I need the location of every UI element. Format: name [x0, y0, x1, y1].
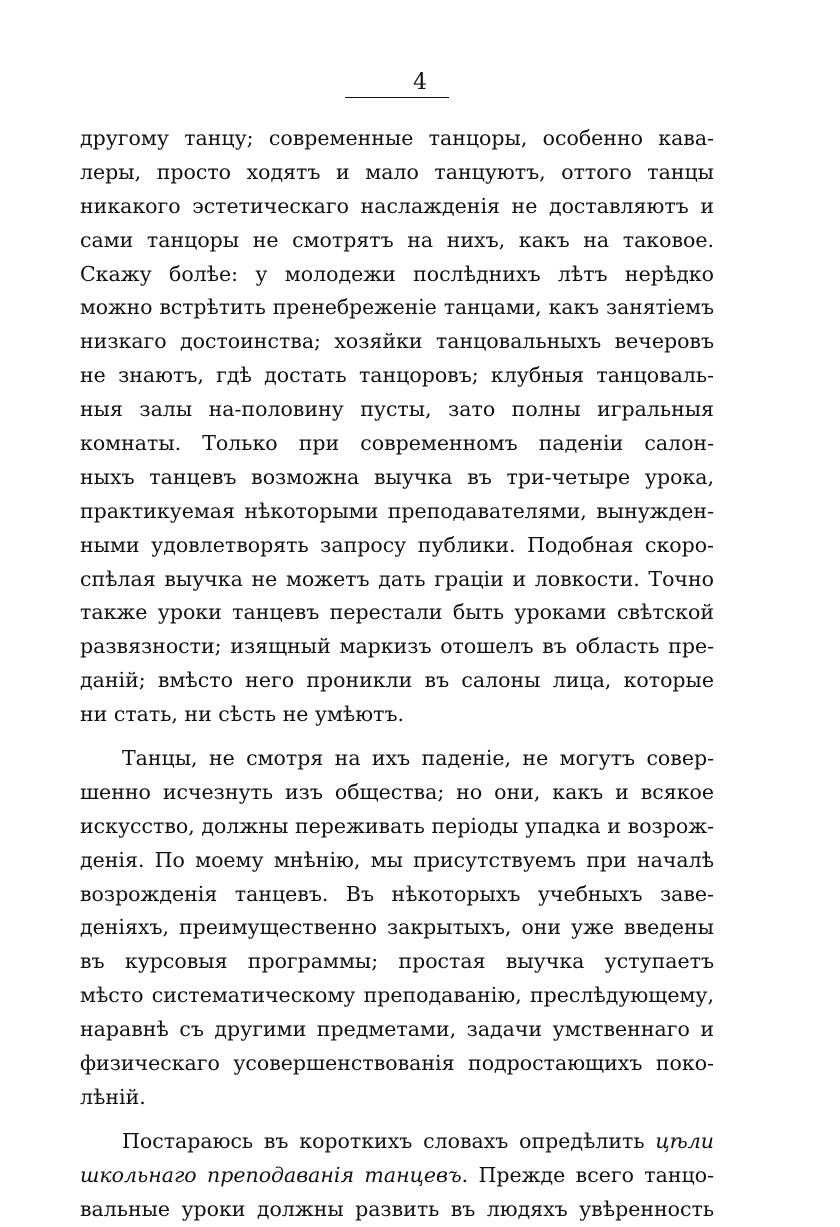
text-line: можно встрѣтить пренебреженіе танцами, какъ занятіемъ: [80, 295, 714, 320]
text-line: деніяхъ, преимущественно закрытыхъ, они уже введены: [80, 915, 714, 940]
text-line: Скажу болѣе: у молодежи послѣднихъ лѣтъ нерѣдко: [80, 261, 714, 286]
text-line: искусство, должны переживать періоды упадка и возрож-: [80, 813, 714, 838]
text-line: мѣсто систематическому преподаванію, преслѣдующему,: [80, 983, 714, 1008]
paragraph-3: [80, 1125, 714, 1227]
text-line: физическаго усовершенствованія подростающихъ поко-: [80, 1051, 714, 1076]
text-line: даній; вмѣсто него проникли въ салоны лица, которые: [80, 668, 714, 693]
text-line: шенно исчезнуть изъ общества; но они, какъ и всякое: [80, 779, 714, 804]
text-line: практикуемая нѣкоторыми преподавателями, вынужден-: [80, 498, 714, 523]
body-text: [80, 122, 714, 1227]
page-number: 4: [413, 70, 427, 95]
text-line: низкаго достоинства; хозяйки танцовальныхъ вечеровъ: [80, 329, 714, 354]
paragraph-2: [80, 742, 714, 1115]
text-line: комнаты. Только при современномъ паденіи салон-: [80, 431, 714, 456]
text-line: леры, просто ходятъ и мало танцуютъ, оттого танцы: [80, 159, 714, 184]
emphasis-text: школьнаго преподаванія танцевъ.: [80, 1162, 469, 1187]
text-line: также уроки танцевъ перестали быть уроками свѣтской: [80, 600, 714, 625]
text-segment: Прежде всего танцо-: [468, 1162, 714, 1187]
paragraph-gap: [80, 1115, 714, 1125]
text-line: не знаютъ, гдѣ достать танцоровъ; клубныя танцоваль-: [80, 363, 714, 388]
text-line: ныхъ танцевъ возможна выучка въ три-четыре урока,: [80, 464, 714, 489]
text-line: лѣній.: [80, 1084, 146, 1109]
emphasis-text: цѣли: [655, 1128, 714, 1153]
text-line: вальные уроки должны развить въ людяхъ увѣренность: [80, 1196, 714, 1221]
text-line: ни стать, ни сѣсть не умѣютъ.: [80, 702, 405, 727]
header-rule: [345, 97, 449, 98]
text-line: другому танцу; современные танцоры, особенно кава-: [80, 126, 714, 150]
text-line: возрожденія танцевъ. Въ нѣкоторыхъ учебныхъ заве-: [80, 881, 714, 906]
text-line: [80, 1159, 714, 1193]
text-line: никакого эстетическаго наслажденія не доставляютъ и: [80, 193, 714, 218]
text-line: въ курсовыя программы; простая выучка уступаетъ: [80, 949, 714, 974]
text-line: наравнѣ съ другими предметами, задачи умственнаго и: [80, 1017, 714, 1042]
paragraph-1: [80, 122, 714, 732]
text-line: развязности; изящный маркизъ отошелъ въ область пре-: [80, 634, 714, 659]
text-line: сами танцоры не смотрятъ на нихъ, какъ на таковое.: [80, 227, 714, 252]
text-line: спѣлая выучка не можетъ дать граціи и ловкости. Точно: [80, 566, 714, 591]
text-line: ными удовлетворять запросу публики. Подобная скоро-: [80, 532, 714, 557]
text-line: ныя залы на-половину пусты, зато полны игральныя: [80, 397, 714, 422]
paragraph-gap: [80, 732, 714, 742]
text-line: денія. По моему мнѣнію, мы присутствуемъ при началѣ: [80, 847, 714, 872]
text-line: [80, 1125, 714, 1159]
text-line: Танцы, не смотря на ихъ паденіе, не могутъ совер-: [122, 746, 714, 771]
text-segment: Постараюсь въ короткихъ словахъ опредѣлить: [122, 1128, 656, 1153]
